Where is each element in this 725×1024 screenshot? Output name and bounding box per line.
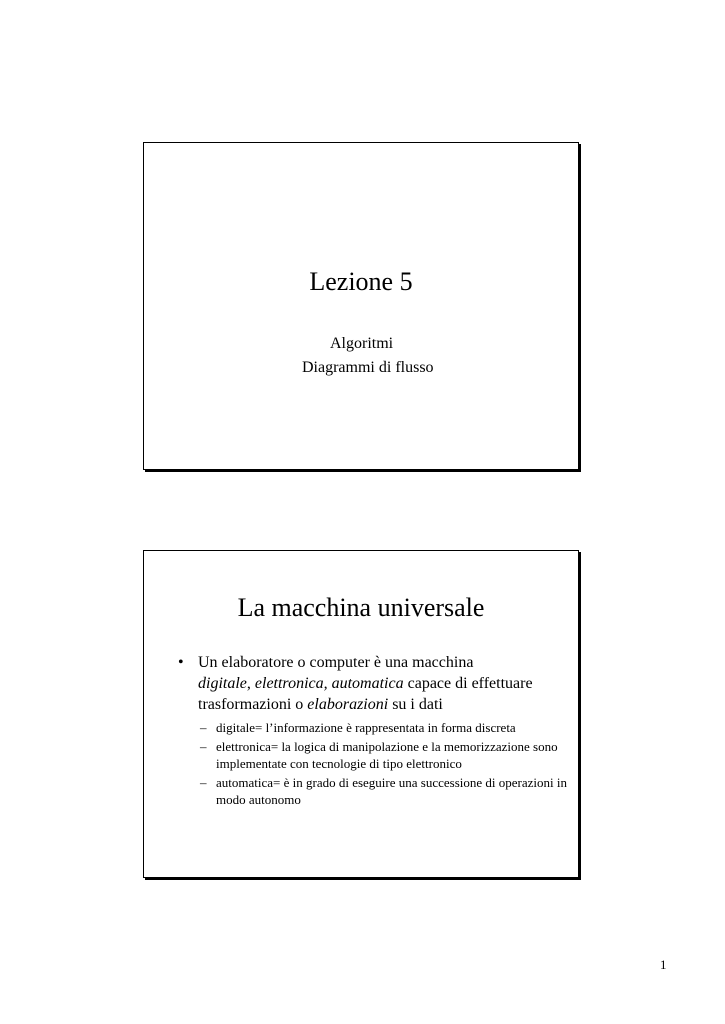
bullet-text-digitale: digitale (198, 675, 247, 692)
sub-bullet-text: digitale= l’informazione è rappresentata in forma discreta (216, 720, 516, 735)
bullet-text-part: su i dati (388, 696, 443, 713)
bullet-text-part: Un elaboratore o computer è una macchina (198, 654, 474, 671)
slide-1-title: Lezione 5 (309, 267, 413, 296)
sub-bullet-text: automatica= è in grado di eseguire una successione di operazioni in modo autonomo (216, 774, 567, 807)
bullet-text-elaborazioni: elaborazioni (307, 696, 389, 713)
slide-2-body (178, 652, 568, 810)
sub-bullet-text: elettronica= la logica di manipolazione e la memorizzazione sono implementate con tecnologie di tipo elettronico (216, 738, 558, 771)
slide-2 (143, 550, 579, 878)
sub-bullet-digitale (200, 719, 568, 737)
bullet-icon: • (178, 654, 184, 671)
slide-1 (143, 142, 579, 470)
sub-bullet-list (200, 719, 568, 809)
main-bullet (178, 652, 568, 715)
slide-1-subtitle-algoritmi: Algoritmi (330, 335, 394, 352)
slide-2-title: La macchina universale (237, 593, 485, 622)
main-bullet-text (198, 652, 568, 715)
bullet-text-part: capace di effettuare trasformazioni o (198, 675, 533, 713)
slide-1-subtitle-diagrammi: Diagrammi di flusso (302, 359, 434, 376)
dash-icon: – (200, 738, 207, 754)
sub-bullet-automatica (200, 774, 568, 809)
sub-bullet-elettronica (200, 738, 568, 773)
bullet-text-part: , (246, 675, 255, 692)
page-number: 1 (660, 957, 667, 972)
dash-icon: – (200, 774, 207, 790)
bullet-text-elettronica-automatica: elettronica, automatica (254, 675, 404, 692)
dash-icon: – (200, 720, 207, 735)
